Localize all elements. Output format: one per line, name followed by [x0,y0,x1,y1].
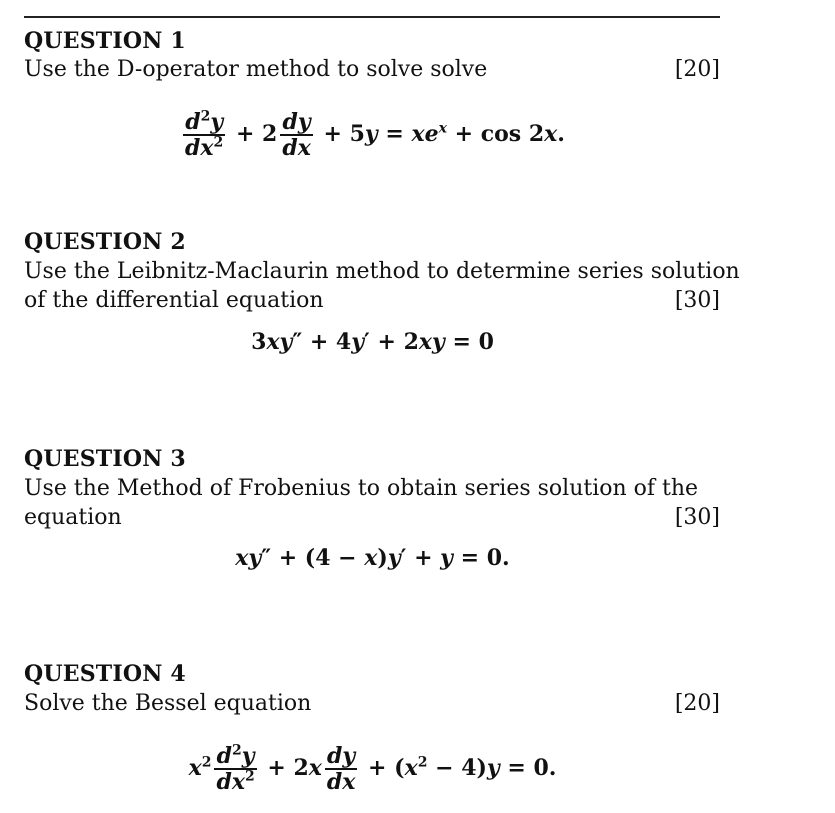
question-1-title: QUESTION 1 [24,28,186,54]
question-4-text: Solve the Bessel equation [24,691,312,716]
question-3-title: QUESTION 3 [24,446,186,472]
question-1-text: Use the D-operator method to solve solve [24,57,488,82]
question-2-text-line-1: Use the Leibnitz-Maclaurin method to determine series solution [24,259,740,284]
question-4-equation: $x^2$ $\frac{d^2y}{dx^2}$ + 2x $\frac{dy}{dx}$ + $(x^2 - 4)y = 0$. [188,742,557,795]
question-4-title: QUESTION 4 [24,661,186,687]
question-2-equation: 3xy″ + 4y′ + 2xy = 0 [251,329,494,355]
question-4-marks: [20] [674,691,720,716]
question-2-text-line-2: of the differential equation [24,288,324,313]
question-3-marks: [30] [674,505,720,530]
question-1-marks: [20] [674,57,720,82]
question-3-text-line-1: Use the Method of Frobenius to obtain series solution of the [24,476,699,501]
top-rule [24,16,720,18]
question-2-marks: [30] [674,288,720,313]
question-1-equation: $\frac{d^2y}{dx^2}$ + 2 $\frac{dy}{dx}$ + $5y = xe^x + \cos 2x$. [185,108,565,161]
question-2-title: QUESTION 2 [24,229,186,255]
question-3-equation: xy″ + (4 − x)y′ + y = 0. [235,545,510,571]
question-3-text-line-2: equation [24,505,122,530]
